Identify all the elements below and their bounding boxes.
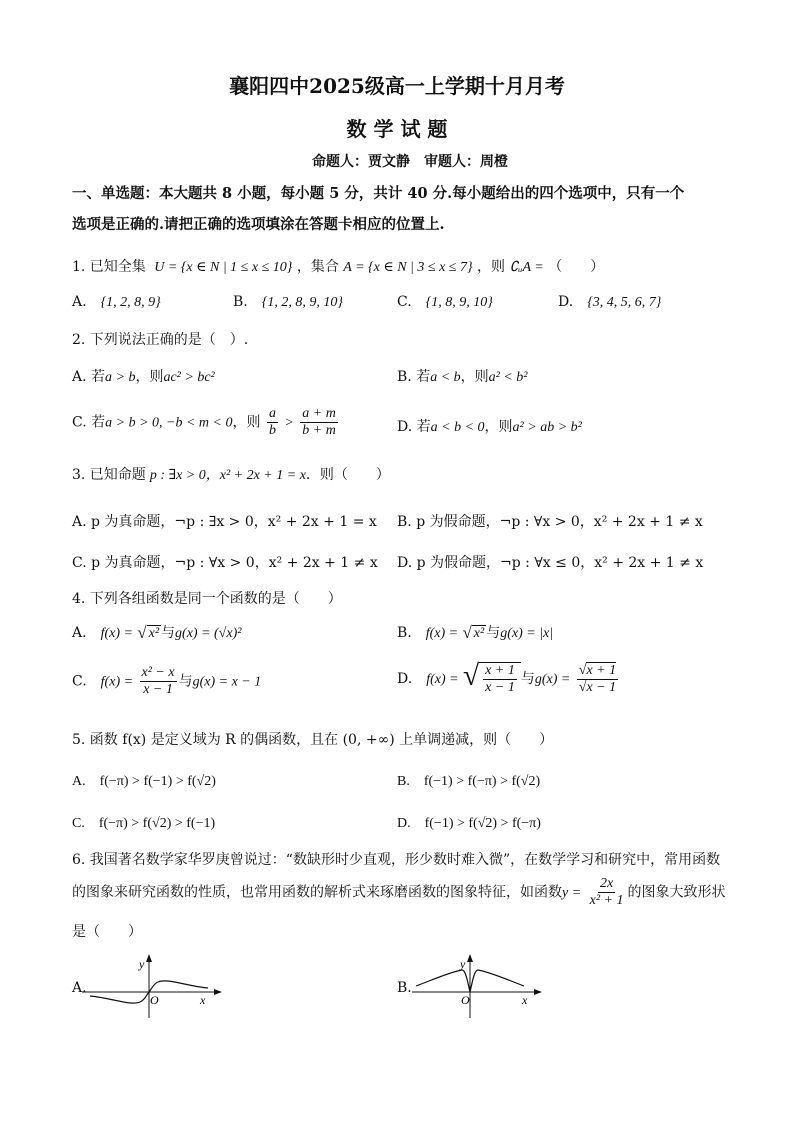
- question-2-stem: 2. 下列说法正确的是（ ）.: [72, 332, 249, 348]
- question-5-stem: 5. 函数 f(x) 是定义域为 R 的偶函数，且在 (0, +∞) 上单调递减，则（ ）: [72, 732, 554, 748]
- set-u: U = {x ∈ N | 1 ≤ x ≤ 10}: [154, 260, 293, 275]
- q2-option-a[interactable]: A. 若a > b，则ac² > bc²: [72, 369, 215, 385]
- q1-option-d[interactable]: D. {3, 4, 5, 6, 7}: [558, 294, 662, 310]
- q2-option-b[interactable]: B. 若a < b，则a² < b²: [397, 369, 528, 385]
- q4-option-d[interactable]: D. f(x) = √ $\frac{x + 1}{x - 1}$ 与g(x) = $\frac{√x + 1}{√x - 1}$: [397, 660, 617, 696]
- section-heading-line1: 一、单选题：本大题共 8 小题，每小题 5 分，共计 40 分.每小题给出的四个选项中，只有一个: [72, 185, 685, 202]
- question-3-stem: 3. 已知命题 p : ∃x > 0，x² + 2x + 1 = x．则（ ）: [72, 467, 390, 483]
- question-1-stem: 1. 已知全集 U = {x ∈ N | 1 ≤ x ≤ 10} ，集合 A = {x ∈ N | 3 ≤ x ≤ 7} ，则 ∁ᵤA = （ ）: [72, 259, 605, 275]
- q4-option-a[interactable]: A. f(x) = √ x² 与g(x) = (√x)²: [72, 622, 242, 642]
- y-axis-label: y: [460, 957, 466, 971]
- section-heading-line2: 选项是正确的.请把正确的选项填涂在答题卡相应的位置上.: [72, 216, 445, 233]
- subject-title: 数 学 试 题: [346, 117, 448, 141]
- complement-expr: ∁ᵤA =: [509, 260, 544, 275]
- q6-option-a-graph[interactable]: [82, 954, 222, 1020]
- q6-option-b-graph[interactable]: [412, 954, 542, 1020]
- y-axis-label: y: [139, 957, 145, 971]
- authors-line: 命题人：贾文静 审题人：周橙: [312, 154, 508, 170]
- q4-option-b[interactable]: B. f(x) = √ x² 与g(x) = |x|: [397, 622, 554, 642]
- exam-title: 襄阳四中2025级高一上学期十月月考: [229, 74, 565, 98]
- q3-option-a[interactable]: A. p 为真命题，¬p : ∃x > 0，x² + 2x + 1 = x: [72, 514, 377, 530]
- q1-option-a[interactable]: A. {1, 2, 8, 9}: [72, 294, 161, 310]
- x-axis-arrow: [214, 989, 222, 995]
- q1-option-c[interactable]: C. {1, 8, 9, 10}: [397, 294, 493, 310]
- question-6-line1: 6. 我国著名数学家华罗庚曾说过：“数缺形时少直观，形少数时难入微”，在数学学习和研究中，常用函数: [72, 852, 721, 868]
- q2-option-d[interactable]: D. 若a < b < 0，则a² > ab > b²: [397, 419, 582, 435]
- q5-option-a[interactable]: A. f(−π) > f(−1) > f(√2): [72, 774, 216, 789]
- q5-option-d[interactable]: D. f(−1) > f(√2) > f(−π): [397, 816, 541, 831]
- y-axis-arrow: [467, 954, 473, 962]
- x-axis-label: x: [522, 993, 528, 1007]
- q3-option-b[interactable]: B. p 为假命题，¬p : ∀x > 0，x² + 2x + 1 ≠ x: [397, 514, 703, 530]
- set-a: A = {x ∈ N | 3 ≤ x ≤ 7}: [343, 260, 473, 275]
- q5-option-b[interactable]: B. f(−1) > f(−π) > f(√2): [397, 774, 541, 789]
- question-4-stem: 4. 下列各组函数是同一个函数的是（ ）: [72, 591, 342, 607]
- q1-option-b[interactable]: B. {1, 2, 8, 9, 10}: [233, 294, 343, 310]
- q6-option-b-label[interactable]: B.: [397, 980, 412, 996]
- q6-option-a-label[interactable]: A.: [72, 980, 87, 996]
- y-axis-arrow: [146, 954, 152, 962]
- question-6-line3: 是（ ）: [72, 924, 142, 940]
- origin-label: O: [150, 993, 159, 1007]
- q2-option-c[interactable]: C. 若a > b > 0, −b < m < 0，则 $\frac{a}{b}$ > $\frac{a + m}{b + m}$: [72, 406, 336, 439]
- q5-option-c[interactable]: C. f(−π) > f(√2) > f(−1): [72, 816, 216, 831]
- question-6-line2: 的图象来研究函数的性质，也常用函数的解析式来琢磨函数的图象特征，如函数y = $\frac{2x}{\text{x² + 1}}$ 的图象大致形状: [72, 876, 726, 909]
- origin-label: O: [461, 993, 470, 1007]
- q3-option-d[interactable]: D. p 为假命题，¬p : ∀x ≤ 0，x² + 2x + 1 ≠ x: [397, 555, 704, 571]
- q4-option-c[interactable]: C. f(x) = $\frac{\text{x² − x}}{x - 1}$ 与g(x) = x − 1: [72, 665, 262, 698]
- x-axis-arrow: [534, 989, 542, 995]
- x-axis-label: x: [200, 993, 206, 1007]
- q3-option-c[interactable]: C. p 为真命题，¬p : ∀x > 0，x² + 2x + 1 ≠ x: [72, 555, 378, 571]
